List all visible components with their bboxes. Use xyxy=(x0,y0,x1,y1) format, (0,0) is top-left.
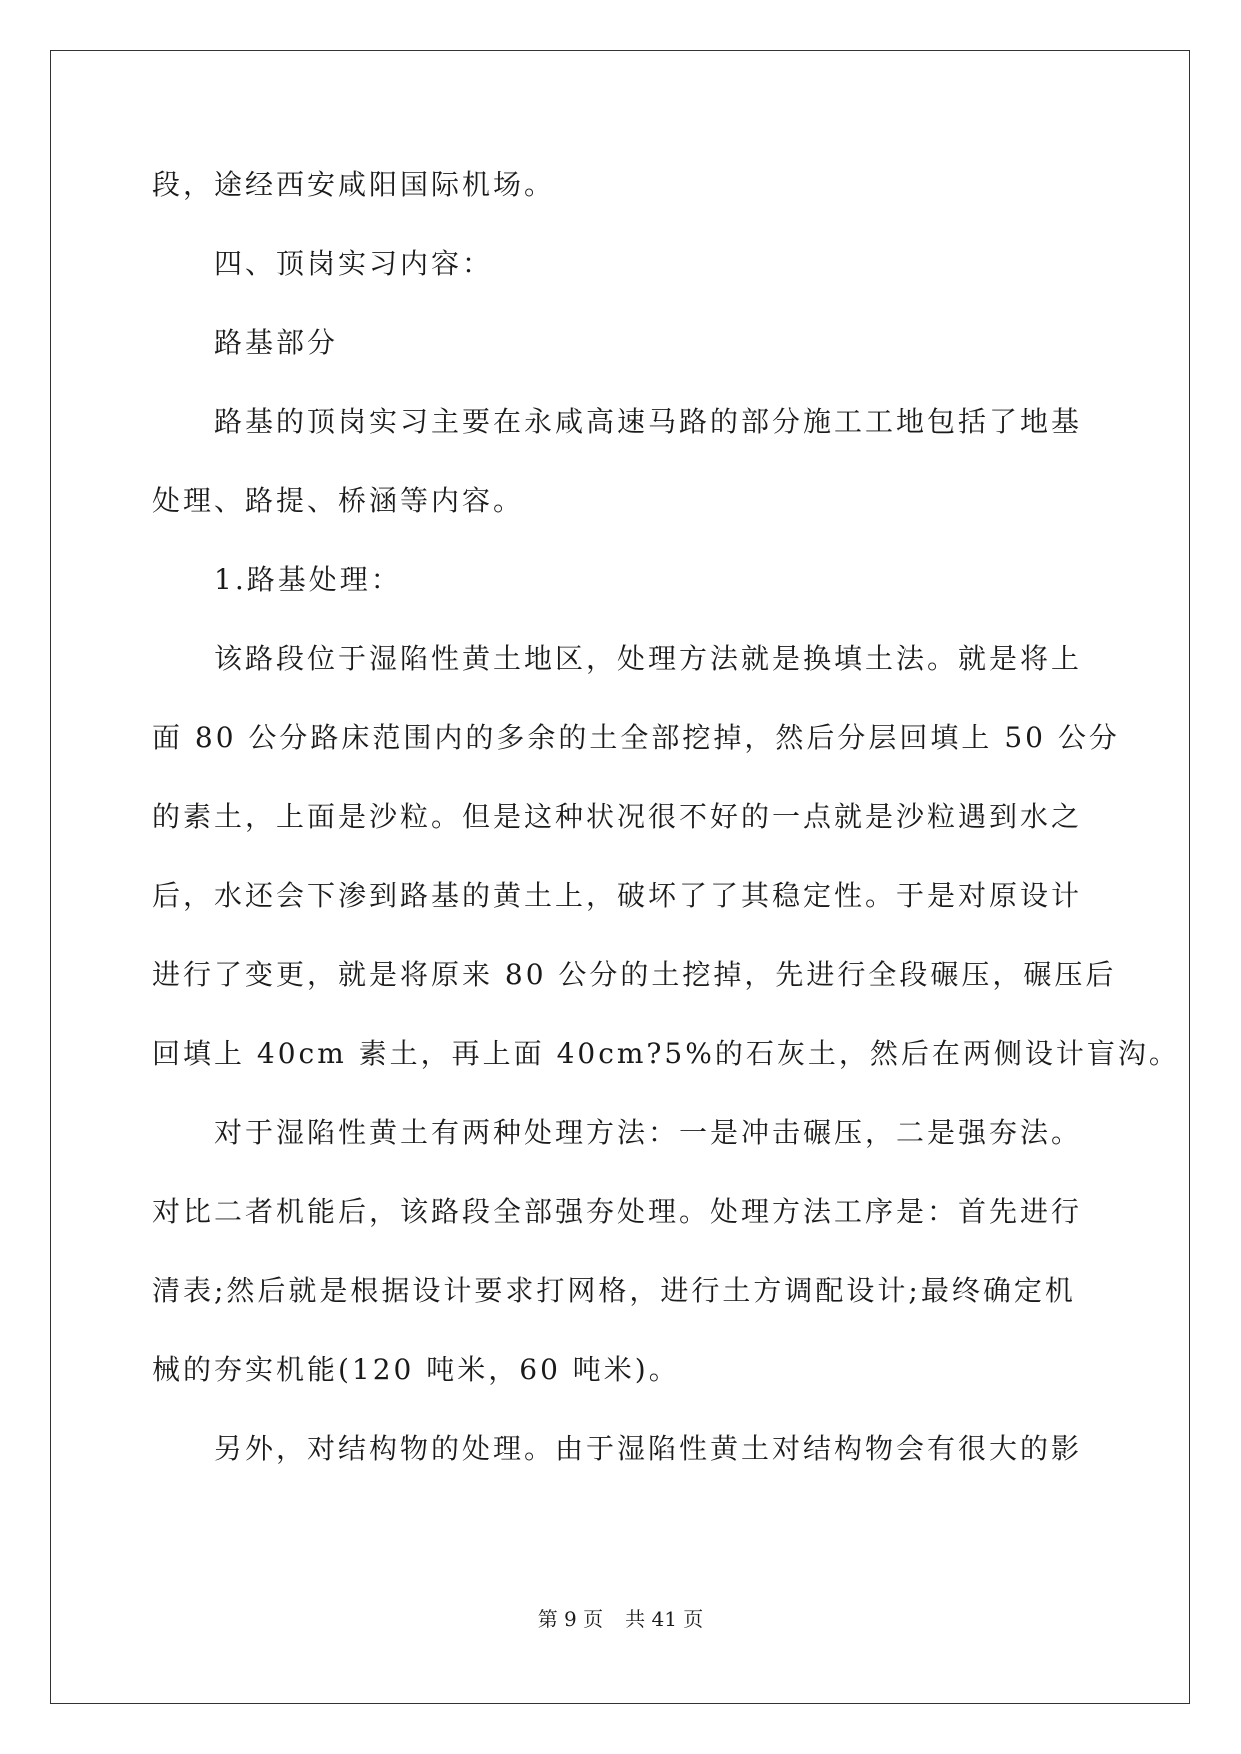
paragraph-line: 处理、路提、桥涵等内容。 xyxy=(152,484,525,517)
paragraph-line: 对于湿陷性黄土有两种处理方法：一是冲击碾压，二是强夯法。 xyxy=(214,1116,1083,1149)
page-total: 共 41 页 xyxy=(625,1607,704,1631)
section-heading: 四、顶岗实习内容： xyxy=(214,247,494,280)
text-line: 段，途经西安咸阳国际机场。 xyxy=(152,168,556,201)
paragraph-line: 面 80 公分路床范围内的多余的土全部挖掉，然后分层回填上 50 公分 xyxy=(152,721,1120,754)
paragraph-line: 的素土，上面是沙粒。但是这种状况很不好的一点就是沙粒遇到水之 xyxy=(152,800,1083,833)
paragraph-line: 回填上 40cm 素土，再上面 40cm?5%的石灰土，然后在两侧设计盲沟。 xyxy=(152,1037,1180,1070)
paragraph-line: 该路段位于湿陷性黄土地区，处理方法就是换填土法。就是将上 xyxy=(214,642,1083,675)
paragraph-line: 另外，对结构物的处理。由于湿陷性黄土对结构物会有很大的影 xyxy=(214,1432,1083,1465)
paragraph-line: 进行了变更，就是将原来 80 公分的土挖掉，先进行全段碾压，碾压后 xyxy=(152,958,1117,991)
paragraph-line: 械的夯实机能(120 吨米，60 吨米)。 xyxy=(152,1353,680,1386)
page-number: 第 9 页 xyxy=(537,1607,604,1631)
page-footer xyxy=(0,1607,1241,1631)
paragraph-line: 清表;然后就是根据设计要求打网格，进行土方调配设计;最终确定机 xyxy=(152,1274,1076,1307)
paragraph-line: 路基的顶岗实习主要在永咸高速马路的部分施工工地包括了地基 xyxy=(214,405,1083,438)
paragraph-line: 后，水还会下渗到路基的黄土上，破坏了了其稳定性。于是对原设计 xyxy=(152,879,1083,912)
paragraph-line: 对比二者机能后，该路段全部强夯处理。处理方法工序是：首先进行 xyxy=(152,1195,1083,1228)
item-heading: 1.路基处理： xyxy=(214,563,402,596)
subsection-heading: 路基部分 xyxy=(214,326,339,359)
